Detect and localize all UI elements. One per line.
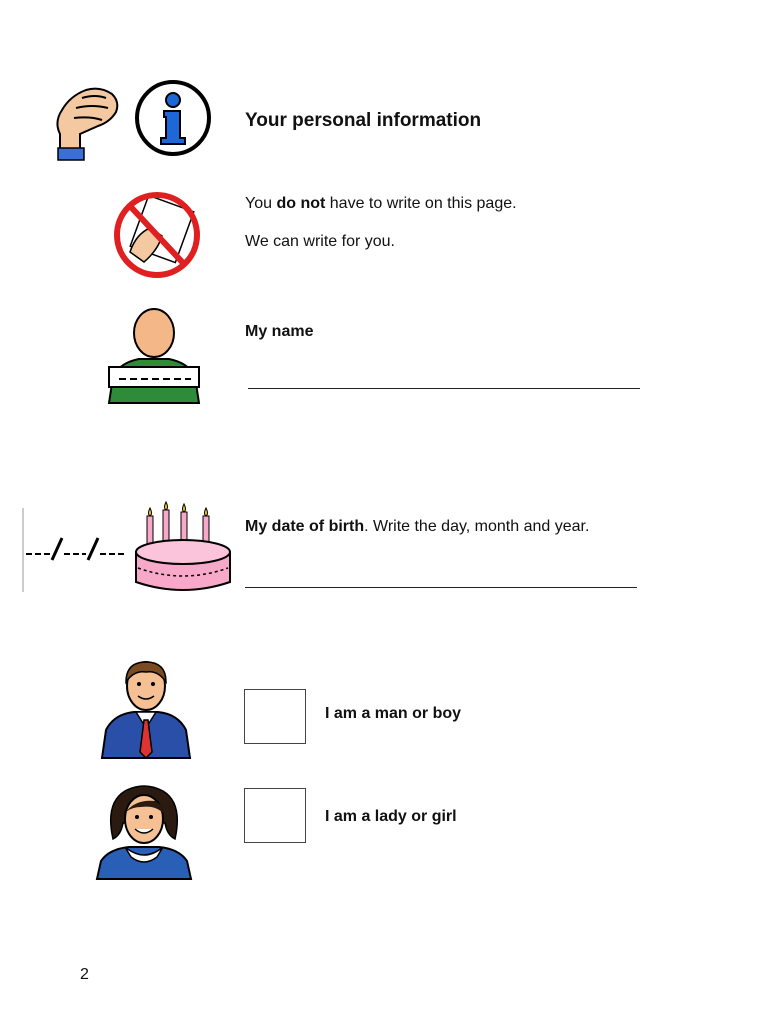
lady-option-label: I am a lady or girl xyxy=(325,808,457,825)
name-label: My name xyxy=(245,323,314,340)
name-write-line[interactable] xyxy=(248,388,640,389)
notice-line-1: You do not have to write on this page. xyxy=(245,195,517,212)
info-icon xyxy=(130,78,216,158)
notice-line-2: We can write for you. xyxy=(245,233,395,250)
page-title: Your personal information xyxy=(245,110,482,131)
person-name-sign-icon xyxy=(105,305,203,405)
man-checkbox[interactable] xyxy=(244,689,306,744)
birthday-cake-icon xyxy=(133,502,233,594)
lady-icon xyxy=(95,783,193,881)
man-icon xyxy=(100,656,192,760)
dob-write-line[interactable] xyxy=(245,587,637,588)
lady-checkbox[interactable] xyxy=(244,788,306,843)
dob-label: My date of birth. Write the day, month and year. xyxy=(245,518,590,535)
page-number: 2 xyxy=(80,966,89,983)
man-option-label: I am a man or boy xyxy=(325,705,462,722)
pointing-hand-icon xyxy=(40,72,130,162)
no-writing-icon xyxy=(110,192,204,278)
date-icon xyxy=(22,508,132,592)
